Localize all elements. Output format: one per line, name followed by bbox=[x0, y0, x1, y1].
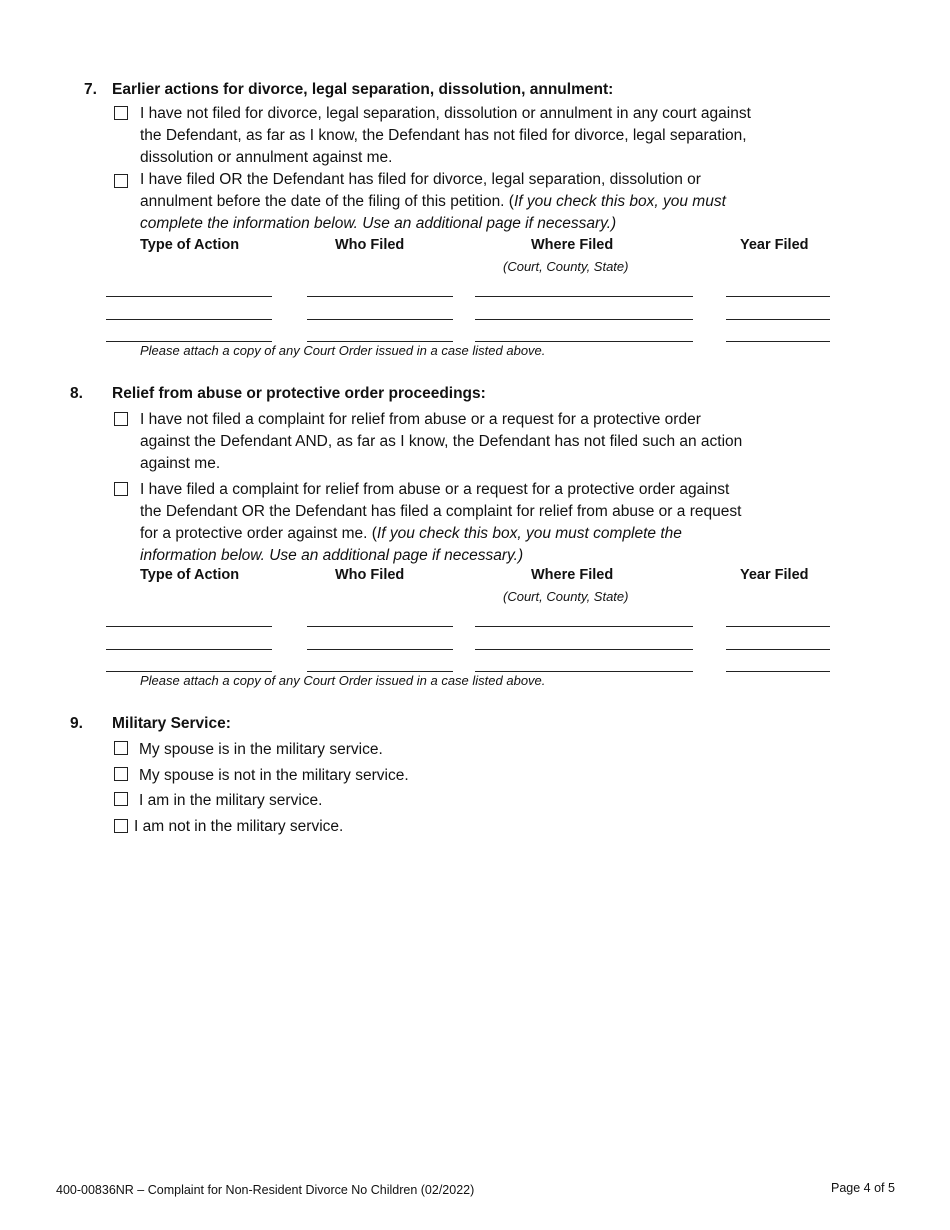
s8-type-line-3[interactable] bbox=[106, 671, 272, 672]
section-8-number: 8. bbox=[70, 385, 83, 402]
s8-attach-note: Please attach a copy of any Court Order issued in a case listed above. bbox=[140, 673, 546, 688]
s8-type-line-1[interactable] bbox=[106, 626, 272, 627]
checkbox-not-filed-abuse[interactable] bbox=[114, 412, 128, 426]
s8-who-line-1[interactable] bbox=[307, 626, 453, 627]
footer-form-id: 400-00836NR – Complaint for Non-Resident Divorce No Children (02/2022) bbox=[56, 1183, 475, 1197]
section-9-number: 9. bbox=[70, 715, 83, 732]
checkbox-not-filed-divorce[interactable] bbox=[114, 106, 128, 120]
option-filed-divorce-text: I have filed OR the Defendant has filed for divorce, legal separation, dissolution or annulment before the date of the filing of this petition. (If you check this box, you must complete the information below. Use an additional page if necessary.) bbox=[140, 171, 726, 232]
s7-where-line-1[interactable] bbox=[475, 296, 693, 297]
s7-year-line-3[interactable] bbox=[726, 341, 830, 342]
option-not-filed-abuse-text: I have not filed a complaint for relief from abuse or a request for a protective order against the Defendant AND, as far as I know, the Defendant has not filed such an action against me. bbox=[140, 411, 743, 472]
checkbox-filed-abuse[interactable] bbox=[114, 482, 128, 496]
s7-type-line-3[interactable] bbox=[106, 341, 272, 342]
option-i-am-not-in-military: I am not in the military service. bbox=[134, 818, 344, 835]
s7-year-line-2[interactable] bbox=[726, 319, 830, 320]
s7-type-line-2[interactable] bbox=[106, 319, 272, 320]
col-where-filed: Where Filed bbox=[531, 237, 614, 253]
s8-type-line-2[interactable] bbox=[106, 649, 272, 650]
option-spouse-not-in-military: My spouse is not in the military service. bbox=[139, 767, 409, 784]
s8-year-line-1[interactable] bbox=[726, 626, 830, 627]
s8-col-who-filed: Who Filed bbox=[335, 567, 405, 583]
s8-col-where-filed: Where Filed bbox=[531, 567, 614, 583]
option-i-am-in-military: I am in the military service. bbox=[139, 792, 323, 809]
s8-who-line-3[interactable] bbox=[307, 671, 453, 672]
s8-who-line-2[interactable] bbox=[307, 649, 453, 650]
footer-page-number: Page 4 of 5 bbox=[831, 1181, 895, 1195]
checkbox-spouse-not-in-military[interactable] bbox=[114, 767, 128, 781]
s7-who-line-3[interactable] bbox=[307, 341, 453, 342]
section-7-title: Earlier actions for divorce, legal separation, dissolution, annulment: bbox=[112, 81, 614, 98]
option-spouse-in-military: My spouse is in the military service. bbox=[139, 741, 383, 758]
s7-type-line-1[interactable] bbox=[106, 296, 272, 297]
col-type-of-action: Type of Action bbox=[140, 237, 240, 253]
section-7-number: 7. bbox=[84, 81, 97, 98]
checkbox-i-am-not-in-military[interactable] bbox=[114, 819, 128, 833]
col-where-filed-sub: (Court, County, State) bbox=[503, 259, 629, 274]
section-8-title: Relief from abuse or protective order proceedings: bbox=[112, 385, 486, 402]
checkbox-spouse-in-military[interactable] bbox=[114, 741, 128, 755]
checkbox-filed-divorce[interactable] bbox=[114, 174, 128, 188]
s7-where-line-3[interactable] bbox=[475, 341, 693, 342]
s8-year-line-2[interactable] bbox=[726, 649, 830, 650]
s8-where-line-2[interactable] bbox=[475, 649, 693, 650]
s8-year-line-3[interactable] bbox=[726, 671, 830, 672]
checkbox-i-am-in-military[interactable] bbox=[114, 792, 128, 806]
option-filed-abuse-text: I have filed a complaint for relief from abuse or a request for a protective order against the Defendant OR the Defendant has filed a complaint for relief from abuse or a request for a protective order against me. (If you check this box, you must complete the information below. Use an additional page if necessary.) bbox=[140, 481, 742, 564]
s8-where-line-1[interactable] bbox=[475, 626, 693, 627]
option-not-filed-divorce-text: I have not filed for divorce, legal separation, dissolution or annulment in any court against the Defendant, as far as I know, the Defendant has not filed for divorce, legal separation, dissolution or annulment against me. bbox=[140, 105, 751, 166]
col-year-filed: Year Filed bbox=[740, 237, 809, 253]
s7-who-line-2[interactable] bbox=[307, 319, 453, 320]
s7-where-line-2[interactable] bbox=[475, 319, 693, 320]
s8-col-year-filed: Year Filed bbox=[740, 567, 809, 583]
s7-who-line-1[interactable] bbox=[307, 296, 453, 297]
s7-year-line-1[interactable] bbox=[726, 296, 830, 297]
s8-where-line-3[interactable] bbox=[475, 671, 693, 672]
section-9-title: Military Service: bbox=[112, 715, 231, 732]
s8-col-where-filed-sub: (Court, County, State) bbox=[503, 589, 629, 604]
s7-attach-note: Please attach a copy of any Court Order issued in a case listed above. bbox=[140, 343, 546, 358]
col-who-filed: Who Filed bbox=[335, 237, 405, 253]
s8-col-type-of-action: Type of Action bbox=[140, 567, 240, 583]
